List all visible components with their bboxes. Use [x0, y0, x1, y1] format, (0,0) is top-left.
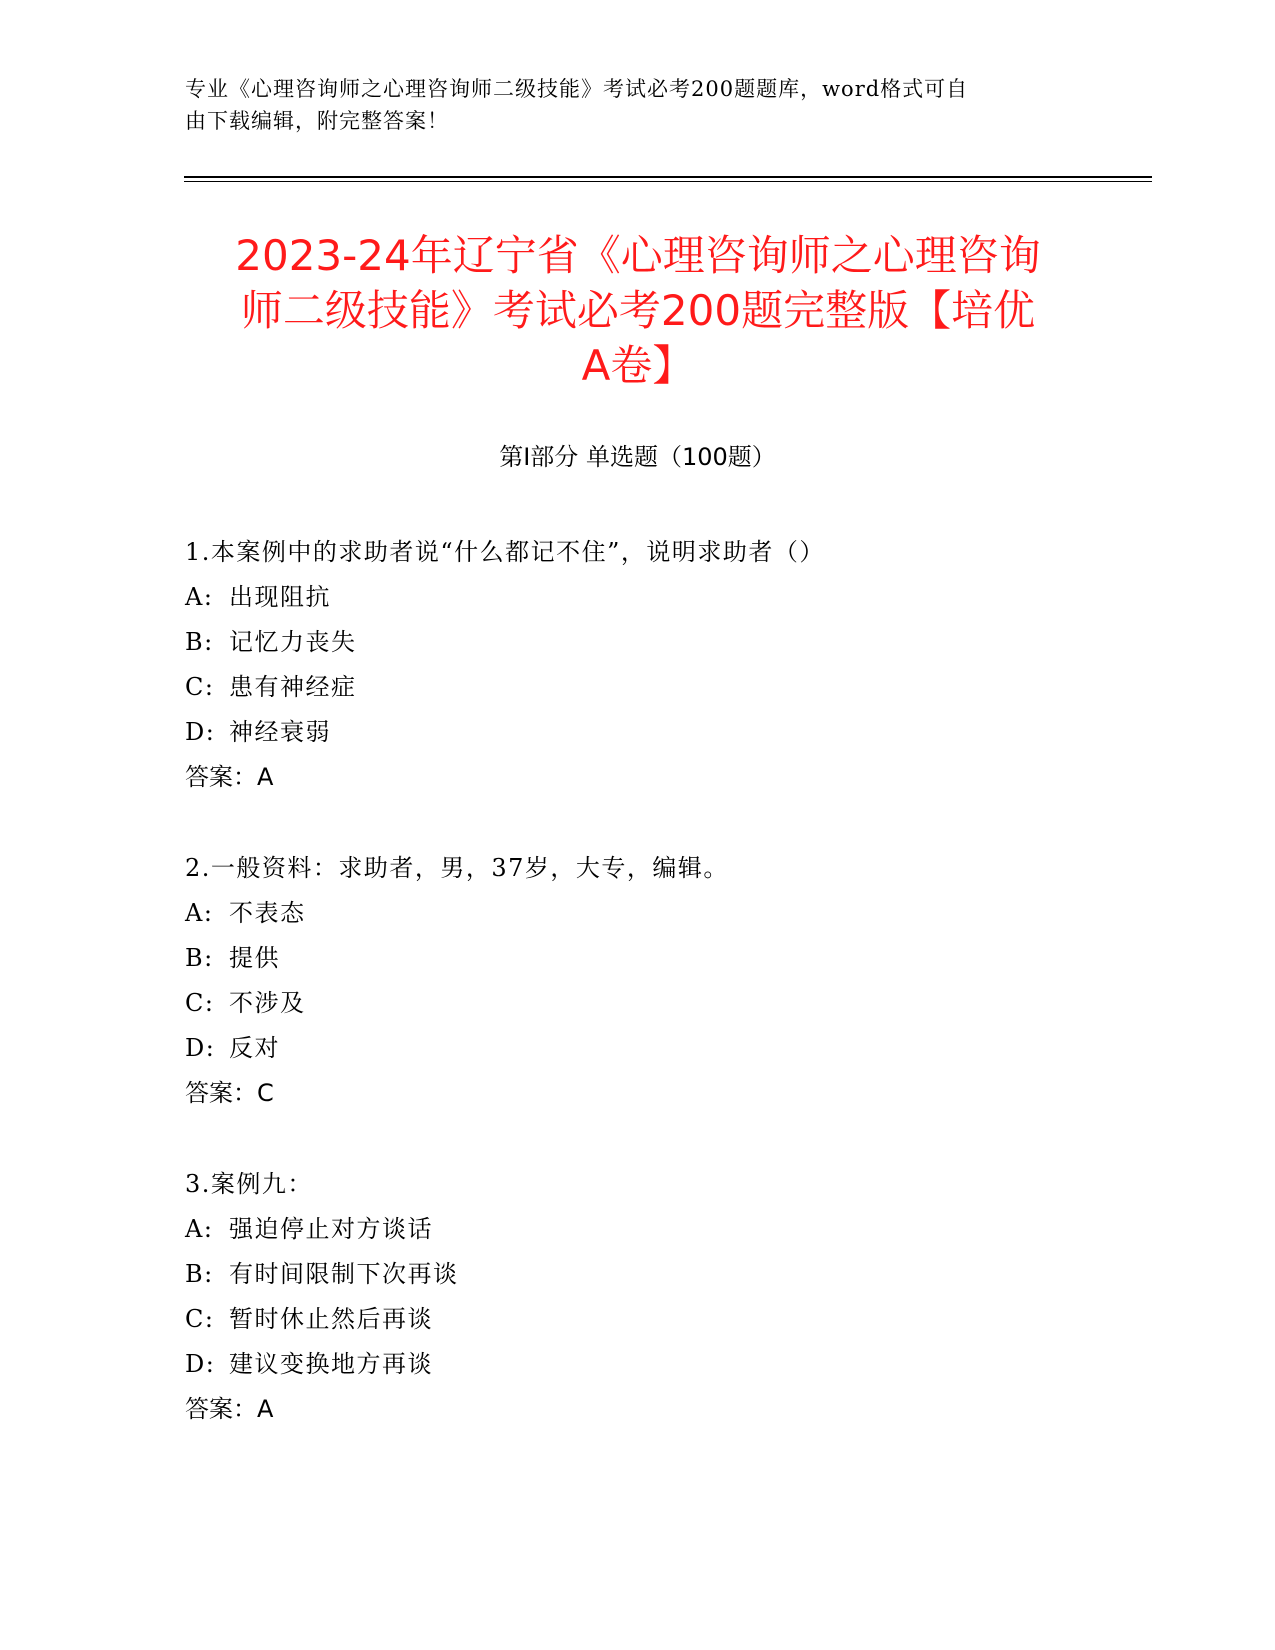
option-text: 暂时休止然后再谈	[229, 1305, 433, 1333]
option-text: 有时间限制下次再谈	[229, 1260, 459, 1288]
question-list	[185, 530, 1145, 1478]
question-option	[185, 1297, 1145, 1342]
option-key: D:	[185, 718, 216, 746]
question-option	[185, 1026, 1145, 1071]
question-answer: 答案：A	[185, 1395, 274, 1423]
option-text: 出现阻抗	[229, 583, 331, 611]
question-stem: 3.案例九：	[185, 1170, 313, 1198]
question-stem: 1.本案例中的求助者说“什么都记不住”，说明求助者（）	[185, 538, 825, 566]
header-note-line-1: 专业《心理咨询师之心理咨询师二级技能》考试必考200题题库，word格式可自	[185, 77, 969, 101]
option-key: C:	[185, 1305, 215, 1333]
option-key: C:	[185, 673, 215, 701]
header-note-line-2: 由下载编辑，附完整答案！	[185, 109, 449, 133]
question-option	[185, 1207, 1145, 1252]
question-option	[185, 891, 1145, 936]
document-header-note	[185, 73, 1065, 137]
header-divider-thin	[184, 181, 1152, 182]
option-text: 不涉及	[229, 989, 306, 1017]
question-option	[185, 1342, 1145, 1387]
title-line-1: 2023-24年辽宁省《心理咨询师之心理咨询	[235, 231, 1041, 280]
title-line-3: A卷】	[581, 341, 695, 390]
question-item	[185, 530, 1145, 800]
question-item	[185, 846, 1145, 1116]
question-option	[185, 981, 1145, 1026]
question-answer: 答案：A	[185, 763, 274, 791]
title-line-2: 师二级技能》考试必考200题完整版【培优	[240, 286, 1036, 335]
question-option	[185, 1252, 1145, 1297]
option-text: 神经衰弱	[229, 718, 331, 746]
option-text: 强迫停止对方谈话	[229, 1215, 433, 1243]
option-text: 建议变换地方再谈	[229, 1350, 433, 1378]
option-key: C:	[185, 989, 215, 1017]
option-key: A:	[185, 583, 214, 611]
option-text: 记忆力丧失	[229, 628, 357, 656]
question-option	[185, 665, 1145, 710]
question-answer: 答案：C	[185, 1079, 274, 1107]
option-key: A:	[185, 899, 214, 927]
question-stem: 2.一般资料：求助者，男，37岁，大专，编辑。	[185, 854, 729, 882]
option-key: B:	[185, 1260, 214, 1288]
header-divider-thick	[184, 176, 1152, 178]
option-key: D:	[185, 1034, 216, 1062]
option-text: 患有神经症	[229, 673, 357, 701]
question-option	[185, 620, 1145, 665]
question-option	[185, 710, 1145, 755]
option-text: 不表态	[229, 899, 306, 927]
option-text: 反对	[229, 1034, 280, 1062]
question-option	[185, 575, 1145, 620]
question-item	[185, 1162, 1145, 1432]
option-text: 提供	[229, 944, 280, 972]
document-title	[170, 228, 1106, 393]
option-key: D:	[185, 1350, 216, 1378]
option-key: B:	[185, 628, 214, 656]
section-title: 第I部分 单选题（100题）	[499, 443, 776, 471]
option-key: B:	[185, 944, 214, 972]
question-option	[185, 936, 1145, 981]
option-key: A:	[185, 1215, 214, 1243]
